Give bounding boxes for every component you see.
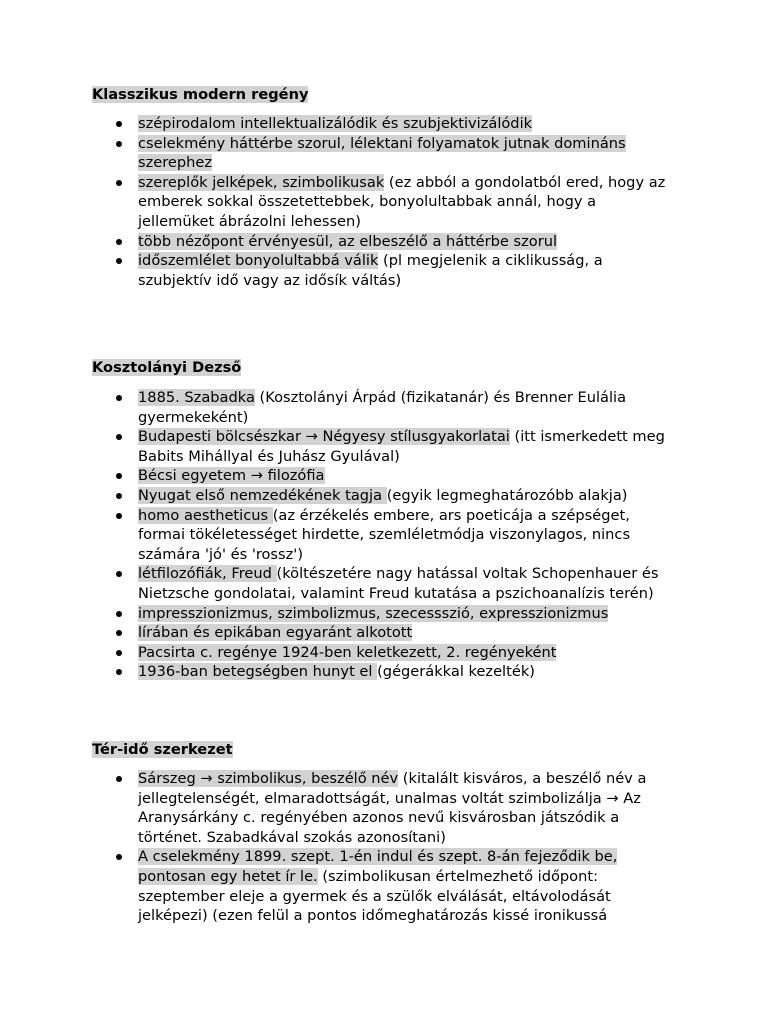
list-item — [0, 232, 668, 252]
list-item — [0, 486, 668, 506]
list-item — [0, 769, 668, 847]
highlighted-text: Pacsirta c. regénye 1924-ben keletkezett, 2. regényeként — [138, 643, 557, 661]
highlighted-text: Sárszeg → szimbolikus, beszélő név — [138, 770, 399, 787]
plain-text: (költészetére nagy hatással voltak Schopenhauer és Nietzsche gondolatai, valamint Freud kutatása a pszichoanalízis terén) — [138, 565, 659, 602]
list-item — [0, 427, 668, 466]
plain-text: (az érzékelés embere, ars poeticája a szépséget, formai tökéletességet hirdette, szemléletmódja viszonylagos, nincs számára 'jó' és 'rossz') — [138, 506, 631, 563]
list-item — [0, 466, 668, 486]
highlighted-text: Nyugat első nemzedékének tagja — [138, 486, 387, 504]
highlighted-text: Bécsi egyetem → filozófia — [138, 467, 325, 485]
highlighted-text: impresszionizmus, szimbolizmus, szecessszió, expresszionizmus — [138, 604, 609, 622]
bullet-list-kosztolanyi-dezso — [0, 388, 768, 682]
list-item — [0, 623, 668, 643]
plain-text: (szimbolikusan értelmezhető időpont: szeptember eleje a gyermek és a szülők elválását, eltávolodását jelképezi) (ezen felül a pontos időmeghatározás kissé ironikussá — [138, 867, 611, 925]
bullet-list-ter-ido-szerkezet — [0, 769, 768, 926]
list-item — [0, 604, 668, 624]
highlighted-text: cselekmény háttérbe szorul, lélektani folyamatok jutnak domináns szerephez — [138, 134, 626, 172]
list-item — [0, 662, 668, 682]
list-item — [0, 251, 668, 290]
highlighted-text: 1936-ban betegségben hunyt el — [138, 663, 378, 681]
list-item — [0, 506, 668, 565]
highlighted-text: szereplők jelképek, szimbolikusak — [138, 173, 385, 191]
list-item — [0, 134, 668, 173]
section-heading-ter-ido-szerkezet — [92, 740, 233, 760]
list-item — [0, 388, 668, 427]
highlighted-text: Budapesti bölcsészkar → Négyesy stílusgyakorlatai — [138, 428, 510, 446]
highlighted-text: létfilozófiák, Freud — [138, 565, 277, 583]
list-item — [0, 173, 668, 232]
highlighted-text: több nézőpont érvényesül, az elbeszélő a háttérbe szorul — [138, 232, 558, 250]
list-item — [0, 643, 668, 663]
section-heading-kosztolanyi-dezso — [92, 358, 241, 378]
heading-text: Klasszikus modern regény — [92, 86, 309, 103]
highlighted-text: A cselekmény 1899. szept. 1-én indul és szept. 8-án fejeződik be, pontosan egy hetet ír le. — [138, 848, 618, 885]
highlighted-text: időszemlélet bonyolultabbá válik — [138, 252, 379, 270]
highlighted-text: szépirodalom intellektualizálódik és szubjektivizálódik — [138, 115, 533, 132]
highlighted-text: homo aestheticus — [138, 506, 273, 524]
highlighted-text: 1885. Szabadka — [138, 389, 255, 406]
plain-text: (kitalált kisváros, a beszélő név a jellegtelenségét, elmaradottságát, unalmas voltát szimbolizálja → Az Aranysárkány c. regényében azonos nevű kisvárosban játszódik a történet. Szabadkával szokás azonosítani) — [138, 770, 647, 846]
plain-text: (pl megjelenik a ciklikusság, a szubjektív idő vagy az idősík váltás) — [138, 252, 603, 289]
heading-text: Kosztolányi Dezső — [92, 359, 242, 376]
plain-text: (itt ismerkedett meg Babits Mihállyal és Juhász Gyulával) — [138, 428, 665, 465]
bullet-list-klasszikus-modern-regeny — [0, 114, 768, 290]
list-item — [0, 564, 668, 603]
plain-text: (gégerákkal kezelték) — [377, 663, 535, 681]
plain-text: (Kosztolányi Árpád (fizikatanár) és Brenner Eulália gyermekeként) — [138, 389, 627, 426]
section-heading-klasszikus-modern-regeny — [92, 85, 308, 105]
list-item — [0, 847, 668, 925]
list-item — [0, 114, 668, 134]
plain-text: (egyik legmeghatározóbb alakja) — [386, 486, 628, 504]
highlighted-text: lírában és epikában egyaránt alkotott — [138, 624, 413, 642]
heading-text: Tér-idő szerkezet — [92, 741, 233, 758]
plain-text: (ez abból a gondolatból ered, hogy az emberek sokkal összetettebbek, bonyolultabbak annál, hogy a jellemüket ábrázolni lehessen) — [138, 173, 666, 230]
